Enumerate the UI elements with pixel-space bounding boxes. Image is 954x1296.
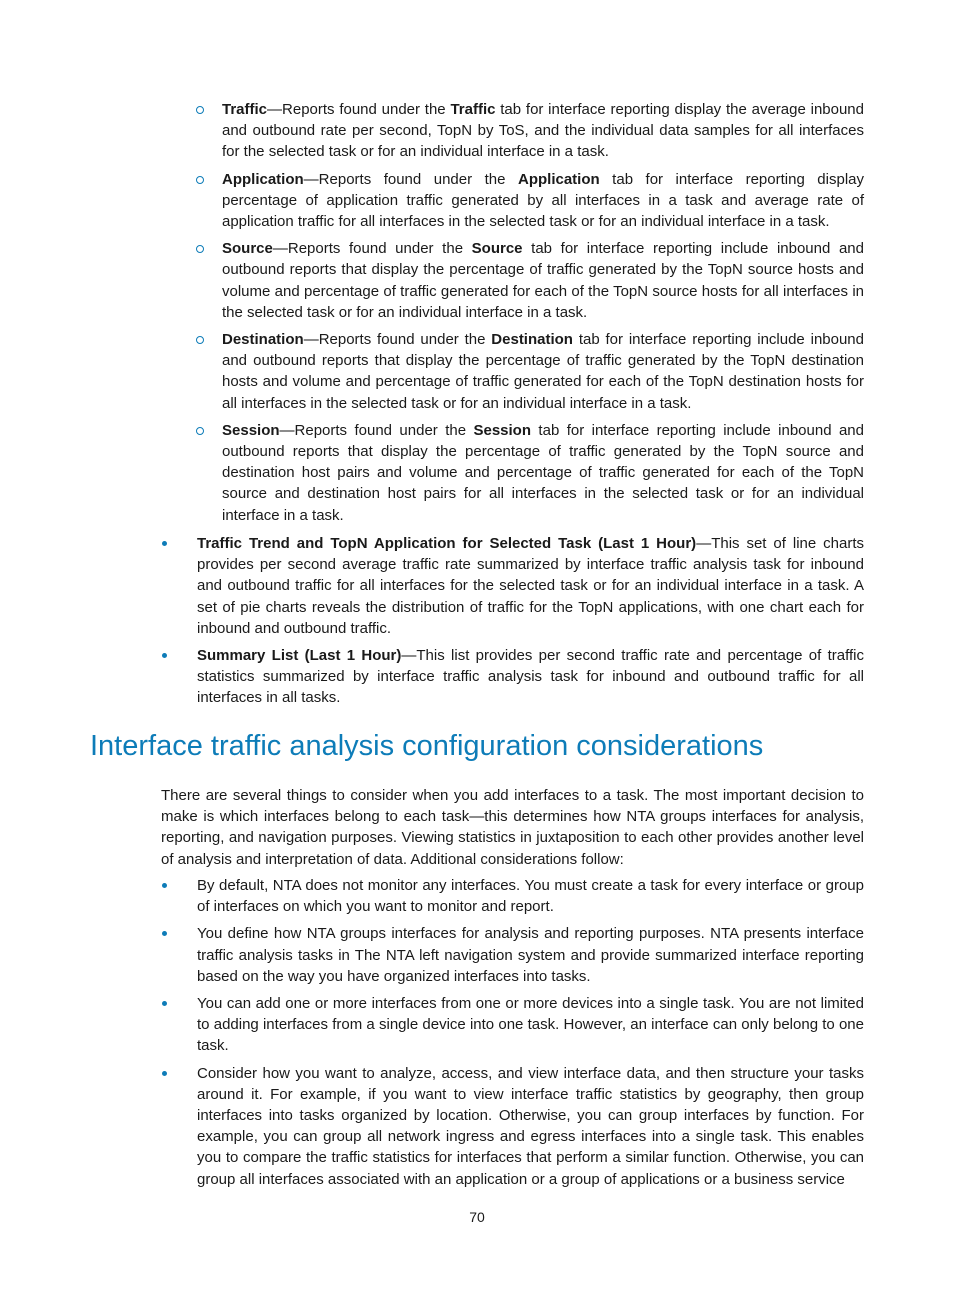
term: Traffic Trend and TopN Application for Selected Task (Last 1 Hour) — [197, 535, 697, 552]
bullet-icon — [162, 1001, 167, 1006]
term: Traffic — [222, 101, 268, 118]
report-summary-list — [160, 533, 864, 715]
term: Session — [222, 421, 280, 439]
bullet-icon — [162, 931, 167, 936]
intro-paragraph: There are several things to consider when you add interfaces to a task. The most important decision to make is which interfaces belong to each task—this determines how NTA groups interfaces for analysis, reporting, and navigation purposes. Viewing statistics in juxtaposition to each other provides another level of analysis and interpretation of data. Additional considerations follow: — [161, 787, 864, 868]
term: Summary List (Last 1 Hour) — [197, 647, 402, 665]
list-item-source: Source—Reports found under the Source tab for interface reporting include inbound and outbound reports that display the percentage of traffic generated by the TopN source hosts and volume and percentage of traffic generated for each of the TopN source hosts for all interfaces in the selected task or for an individual interface in a task. — [196, 238, 864, 323]
section-heading: Interface traffic analysis configuration considerations — [90, 730, 764, 762]
hollow-bullet-icon — [196, 176, 204, 184]
page-number: 70 — [469, 1209, 485, 1225]
term: Destination — [222, 331, 304, 349]
bullet-icon — [162, 653, 167, 658]
hollow-bullet-icon — [196, 106, 204, 114]
hollow-bullet-icon — [196, 245, 204, 253]
term: Source — [222, 240, 273, 258]
list-item-session: Session—Reports found under the Session tab for interface reporting include inbound and outbound reports that display the percentage of traffic generated by the TopN source and destination host pairs and volume and percentage of traffic generated for each of the TopN source and destination host pairs for all interfaces in the selected task or for an individual interface in a task. — [196, 420, 864, 526]
list-item-destination: Destination—Reports found under the Destination tab for interface reporting include inbound and outbound reports that display the percentage of traffic generated by the TopN destination hosts and volume and percentage of traffic generated for each of the TopN destination hosts for all interfaces in the selected task or for an individual interface in a task. — [196, 329, 864, 414]
list-item-traffic-trend: Traffic Trend and TopN Application for Selected Task (Last 1 Hour)—This set of line charts provides per second average traffic rate summarized by interface traffic analysis task for inbound and outbound traffic for all interfaces for the selected task or for an individual interface in a task. A set of pie charts reveals the distribution of traffic for the TopN applications, with one chart each for inbound and outbound traffic. — [160, 533, 864, 639]
list-item: By default, NTA does not monitor any interfaces. You must create a task for every interface or group of interfaces on which you want to monitor and report. — [160, 875, 864, 917]
list-item: You can add one or more interfaces from one or more devices into a single task. You are not limited to adding interfaces from a single device into one task. However, an interface can only belong to one task. — [160, 993, 864, 1057]
hollow-bullet-icon — [196, 336, 204, 344]
list-item-application: Application—Reports found under the Application tab for interface reporting display percentage of application traffic generated by all interfaces in a task and average rate of application traffic for all interfaces in the selected task or for an individual interface in a task. — [196, 169, 864, 233]
bullet-icon — [162, 883, 167, 888]
list-item-summary-list: Summary List (Last 1 Hour)—This list provides per second traffic rate and percentage of traffic statistics summarized by interface traffic analysis task for inbound and outbound traffic for all interfaces in all tasks. — [160, 645, 864, 709]
report-tab-list — [196, 99, 864, 532]
list-item: Consider how you want to analyze, access, and view interface data, and then structure your tasks around it. For example, if you want to view interface traffic statistics by geography, then group interfaces into tasks organized by location. Otherwise, you can group interfaces by function. For example, you can group all network ingress and egress interfaces into a single task. This enables you to compare the traffic statistics for interfaces that perform a similar function. Otherwise, you can group all interfaces associated with an application or a group of applications or a business service — [160, 1063, 864, 1190]
list-item: You define how NTA groups interfaces for analysis and reporting purposes. NTA presents interface traffic analysis tasks in The NTA left navigation system and provide summarized interface reporting based on the way you have organized interfaces into tasks. — [160, 923, 864, 987]
considerations-list — [160, 875, 864, 1196]
list-item-traffic: Traffic—Reports found under the Traffic tab for interface reporting display the average inbound and outbound rate per second, TopN by ToS, and the individual data samples for all interfaces for the selected task or for an individual interface in a task. — [196, 99, 864, 163]
term: Application — [222, 170, 304, 188]
hollow-bullet-icon — [196, 427, 204, 435]
bullet-icon — [162, 541, 167, 546]
bullet-icon — [162, 1071, 167, 1076]
